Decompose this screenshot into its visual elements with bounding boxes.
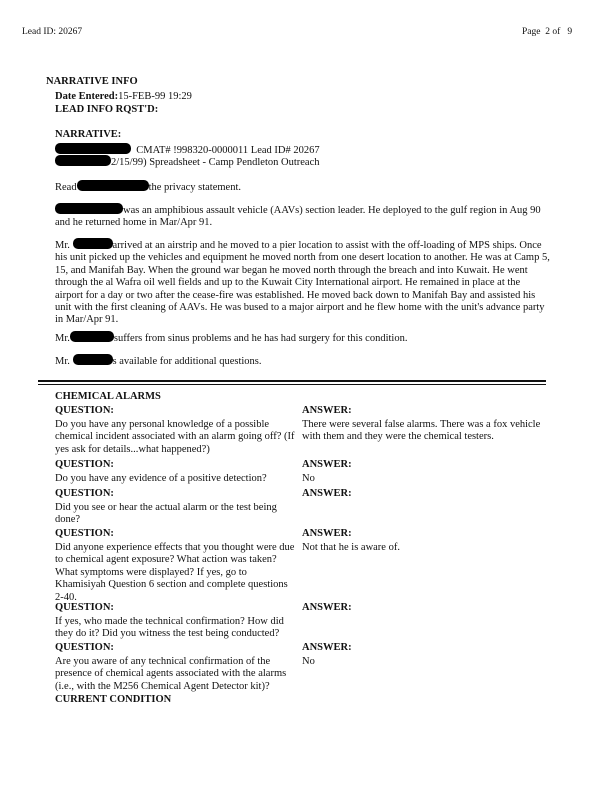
page-word: Page xyxy=(522,27,541,37)
answer-label: ANSWER: xyxy=(302,528,352,539)
p1-end: the privacy statement. xyxy=(148,182,242,193)
answer-label: ANSWER: xyxy=(302,459,352,470)
p1-start: Read xyxy=(55,182,77,193)
question-label: QUESTION: xyxy=(55,405,114,416)
redaction-mark xyxy=(55,155,111,166)
narrative-paragraph-5 xyxy=(55,354,550,368)
p4-start: Mr. xyxy=(55,333,70,344)
answer-label: ANSWER: xyxy=(302,642,352,653)
p5-start: Mr. xyxy=(55,356,70,367)
p3-start: Mr. xyxy=(55,240,70,251)
answer-label: ANSWER: xyxy=(302,602,352,613)
answer-text: No xyxy=(302,473,315,484)
question-text: Do you have any evidence of a positive detection? xyxy=(55,473,267,484)
question-text: Did you see or hear the actual alarm or the test being done? xyxy=(55,502,277,526)
redaction-mark xyxy=(55,203,123,214)
of-word: of xyxy=(552,27,561,37)
answer-text: Not that he is aware of. xyxy=(302,542,400,553)
narrative-line-spreadsheet xyxy=(55,155,320,169)
section-divider-thin xyxy=(38,384,546,385)
lead-id-header: Lead ID: 20267 xyxy=(22,27,83,37)
question-text: Do you have any personal knowledge of a possible chemical incident associated with an alarm going off? (If yes ask for details...what happened?) xyxy=(55,419,295,455)
narrative-heading: NARRATIVE: xyxy=(55,129,122,140)
redaction-mark xyxy=(55,143,131,154)
cmat-text: CMAT# !998320-0000011 Lead ID# 20267 xyxy=(136,145,320,156)
question-text: If yes, who made the technical confirmation? How did they do it? Did you witness the test being conducted? xyxy=(55,616,284,640)
redaction-mark xyxy=(77,180,149,191)
question-label: QUESTION: xyxy=(55,528,114,539)
spreadsheet-text: 2/15/99) Spreadsheet - Camp Pendleton Outreach xyxy=(111,157,320,168)
question-label: QUESTION: xyxy=(55,488,114,499)
question-label: QUESTION: xyxy=(55,459,114,470)
answer-text: No xyxy=(302,656,315,667)
page-indicator xyxy=(522,27,572,37)
date-entered-value: 15-FEB-99 19:29 xyxy=(118,91,192,102)
redaction-mark xyxy=(73,354,113,365)
question-text: Are you aware of any technical confirmation of the presence of chemical agents associated with the alarms (i.e., with the M256 Chemical Agent Detector kit)? xyxy=(55,656,287,692)
question-label: QUESTION: xyxy=(55,602,114,613)
date-entered xyxy=(55,91,192,103)
narrative-paragraph-4 xyxy=(55,331,550,345)
date-entered-label: Date Entered: xyxy=(55,91,119,102)
narrative-info-heading: NARRATIVE INFO xyxy=(46,76,138,87)
p2-text: was an amphibious assault vehicle (AAVs) section leader. He deployed to the gulf region in Aug 90 and he returned home in Mar/Apr 91. xyxy=(55,205,541,229)
narrative-paragraph-2 xyxy=(55,203,550,230)
section-divider xyxy=(38,380,546,382)
page-number: 2 xyxy=(545,27,550,37)
answer-label: ANSWER: xyxy=(302,405,352,416)
p3-text: arrived at an airstrip and he moved to a pier location to assist with the off-loading of MPS ships. Once his unit picked up the vehicles and equipment he moved north from one desert location to another. He was at Camp 5, 15, and Manifah Bay. When the ground war began he moved north through the breach and into Kuwait. He went through the al Wafra oil well fields and up to the Kuwait City International airport. He remained in place at the airport for a day or two after the cease-fire was established. He moved back down to Manifah Bay and assisted his unit with the first cleaning of AAVs. He was bused to a major airport and he flew home with the unit's advance party in Mar/Apr 91. xyxy=(55,240,550,326)
page-total: 9 xyxy=(567,27,573,37)
p4-text: suffers from sinus problems and he has had surgery for this condition. xyxy=(113,333,408,344)
redaction-mark xyxy=(70,331,114,342)
redaction-mark xyxy=(73,238,113,249)
question-label: QUESTION: xyxy=(55,642,114,653)
narrative-paragraph-1 xyxy=(55,180,550,194)
p5-text: s available for additional questions. xyxy=(112,356,262,367)
chemical-alarms-heading: CHEMICAL ALARMS xyxy=(55,391,161,402)
current-condition-heading: CURRENT CONDITION xyxy=(55,694,172,705)
question-text: Did anyone experience effects that you thought were due to chemical agent exposure? What action was taken? What symptoms were displayed? If yes, go to Khamisiyah Question 6 section and complete questions 2-40. xyxy=(55,542,295,603)
lead-info-requested: LEAD INFO RQST'D: xyxy=(55,104,159,115)
answer-label: ANSWER: xyxy=(302,488,352,499)
answer-text: There were several false alarms. There was a fox vehicle with them and they were the chemical testers. xyxy=(302,419,541,443)
narrative-paragraph-3 xyxy=(55,238,550,327)
